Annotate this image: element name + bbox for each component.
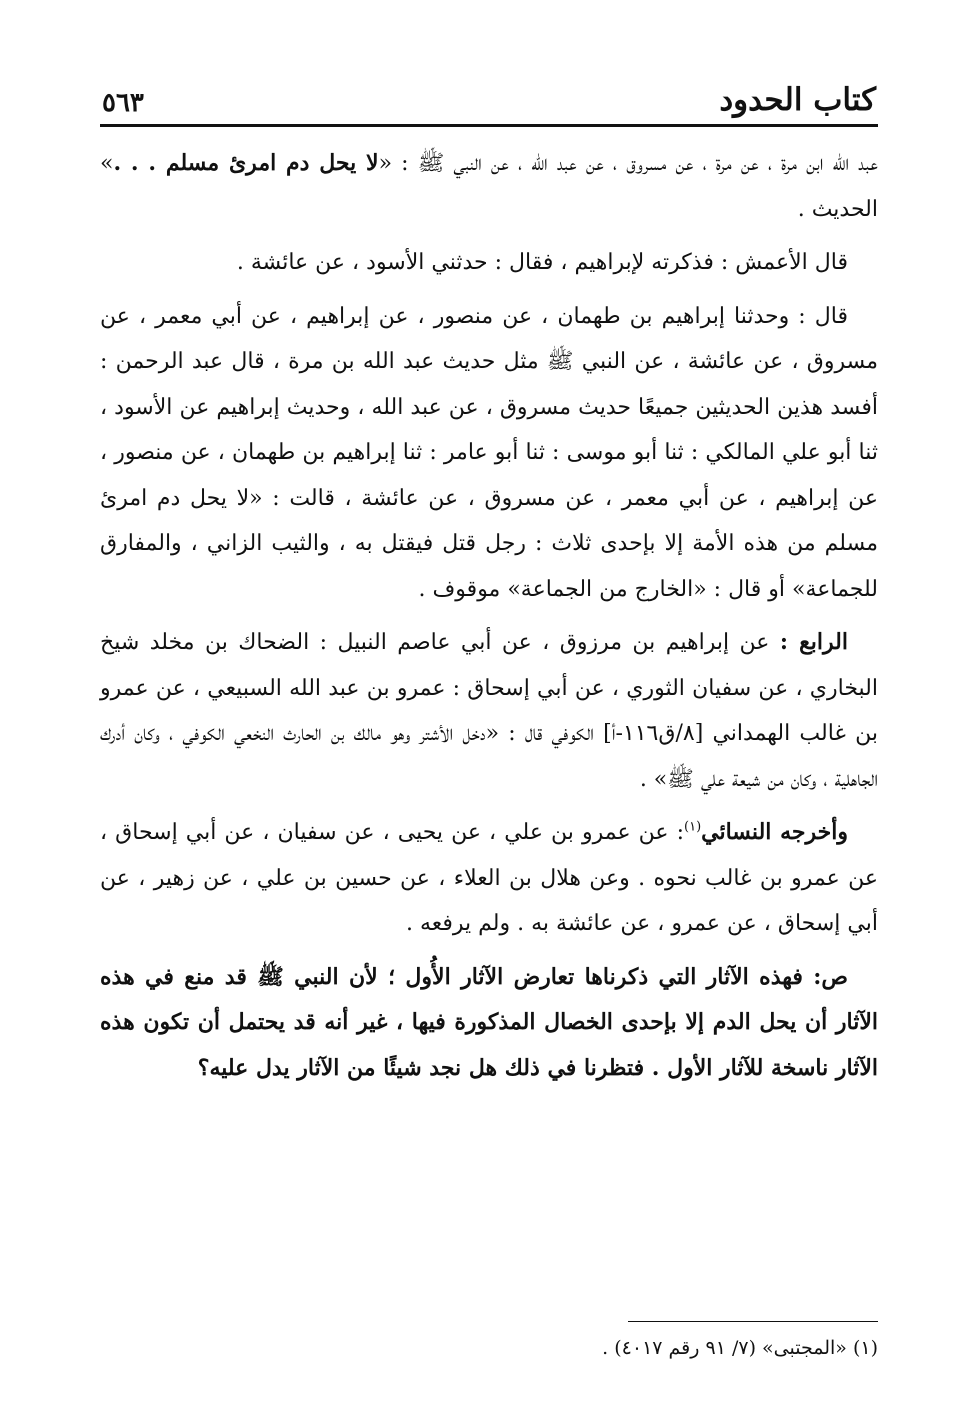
paragraph-4-label: الرابع : xyxy=(779,629,848,655)
chapter-title: كتاب الحدود xyxy=(719,82,876,118)
book-page xyxy=(100,58,878,1358)
paragraph-1 xyxy=(100,141,878,232)
header-divider xyxy=(100,124,878,127)
page-header xyxy=(100,58,878,116)
paragraph-3: قال : وحدثنا إبراهيم بن طهمان ، عن منصور ، عن إبراهيم ، عن أبي معمر ، عن مسروق ، عن عائشة ، عن النبي ﷺ مثل حديث عبد الله بن مرة ، قال عبد الرحمن : أفسد هذين الحديثين جميعًا حديث مسروق ، عن عبد الله ، وحديث إبراهيم عن الأسود ، ثنا أبو علي المالكي : ثنا أبو موسى : ثنا أبو عامر : ثنا إبراهيم بن طهمان ، عن منصور ، عن إبراهيم ، عن أبي معمر ، عن مسروق ، عن عائشة ، قالت : «لا يحل دم امرئ مسلم من هذه الأمة إلا بإحدى ثلاث : رجل قتل فيقتل به ، والثيب الزاني ، والمفارق للجماعة» أو قال : «الخارج من الجماعة» موقوف . xyxy=(100,303,878,602)
paragraph-6: ص: فهذه الآثار التي ذكرناها تعارض الآثار الأُول ؛ لأن النبي ﷺ قد منع في هذه الآثار أن يحل الدم إلا بإحدى الخصال المذكورة فيها ، غير أنه قد يحتمل أن تكون هذه الآثار ناسخة للآثار الأول . فتظرنا في ذلك هل نجد شيئًا من الآثار يدل عليه؟ xyxy=(100,963,878,1081)
paragraph-4 xyxy=(100,620,878,802)
paragraph-1-start: عبد الله ابن مرة ، عن مرة ، عن مسروق ، عن عبد الله ، عن النبي ﷺ : « xyxy=(378,151,878,176)
hadith-quote: لا يحل دم امرئ مسلم . . . xyxy=(113,150,379,176)
footnote-reference[interactable]: (١) xyxy=(684,819,702,835)
paragraph-2: قال الأعمش : فذكرته لإبراهيم ، فقال : حدثني الأسود ، عن عائشة . xyxy=(236,250,848,275)
paragraph-5-label: وأخرجه النسائي xyxy=(701,819,848,845)
paragraph-1-end: » الحديث . xyxy=(100,151,878,222)
paragraph-5 xyxy=(100,810,878,947)
paragraph-4-text: عن إبراهيم بن مرزوق ، عن أبي عاصم النبيل : الضحاك بن مخلد شيخ البخاري ، عن سفيان الثوري ، عن أبي إسحاق : عمرو بن عبد الله السبيعي ، عن عمرو بن غالب الهمداني [٨/ق١١٦-أ] الكوفي قال : «دخل الأشتر وهو مالك بن الحارث النخعي الكوفي ، وكان أدرك الجاهلية ، وكان من شيعة علي ﷺ» . xyxy=(100,630,878,792)
main-text xyxy=(100,141,878,1091)
footnote: (١) «المجتبى» (٧/ ٩١ رقم ٤٠١٧) . xyxy=(602,1337,878,1359)
footnote-divider xyxy=(628,1321,878,1322)
paragraph-5-text: : عن عمرو بن علي ، عن يحيى ، عن سفيان ، عن أبي إسحاق ، عن عمرو بن غالب نحوه . وعن هلال بن العلاء ، عن حسين بن علي ، عن زهير ، عن أبي إسحاق ، عن عمرو ، عن عائشة به . ولم يرفعه . xyxy=(100,820,878,936)
page-number: ٥٦٣ xyxy=(102,88,144,118)
